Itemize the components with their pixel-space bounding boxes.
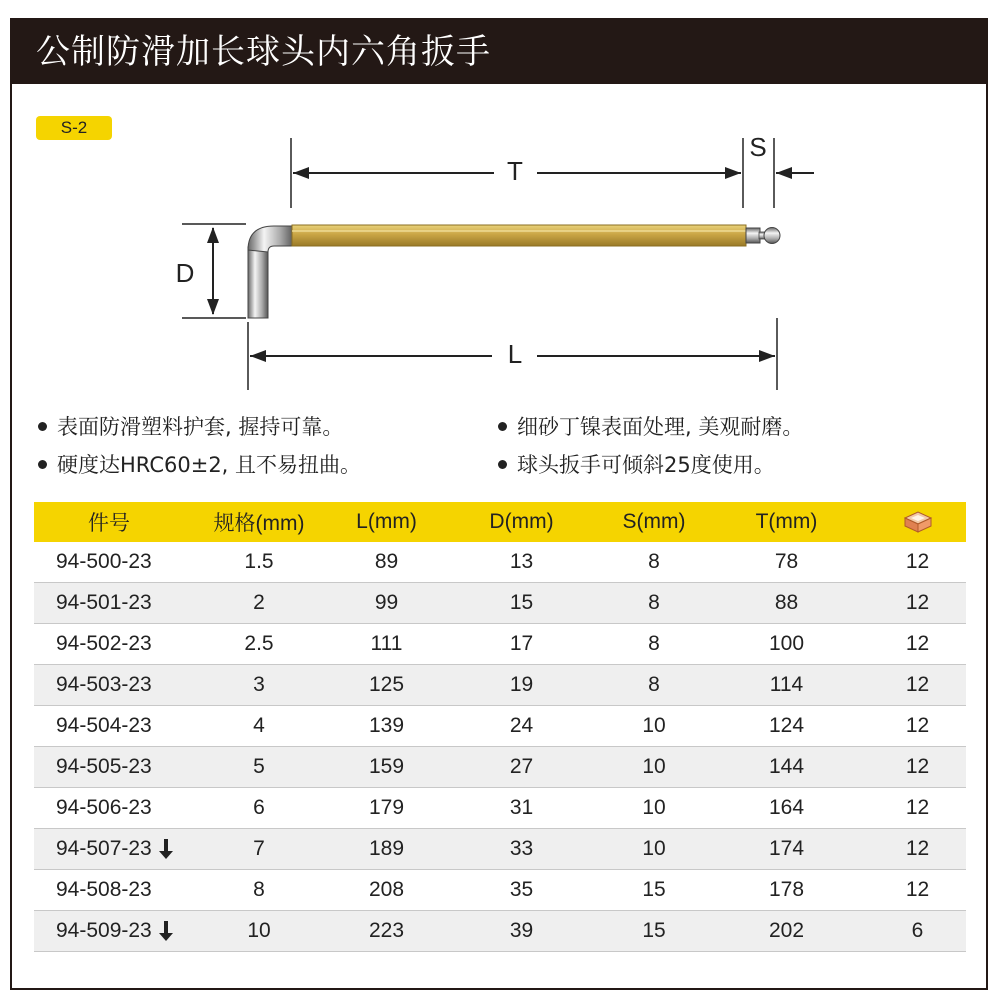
product-card: [10, 18, 988, 990]
table-row: [34, 747, 966, 788]
table-row: [34, 624, 966, 665]
s-cell: 8: [648, 632, 660, 655]
qty-cell: 12: [905, 632, 930, 655]
material-badge: S-2: [36, 116, 112, 140]
table-row: [34, 665, 966, 706]
qty-cell: 12: [905, 837, 930, 860]
part-number-cell: 94-505-23: [56, 755, 152, 778]
header-l: L(mm): [356, 510, 417, 533]
table-row: [34, 542, 966, 583]
s-cell: 8: [648, 591, 660, 614]
table-row: [34, 829, 966, 870]
spec-table: [34, 502, 966, 952]
t-cell: 164: [768, 796, 805, 819]
header-t: T(mm): [755, 510, 818, 533]
title-bar: [12, 20, 986, 84]
s-cell: 15: [642, 878, 666, 901]
d-cell: 35: [509, 878, 534, 901]
s-cell: 10: [642, 796, 666, 819]
table-row: [34, 706, 966, 747]
t-cell: 100: [768, 632, 805, 655]
t-cell: 144: [768, 755, 805, 778]
t-cell: 124: [768, 714, 805, 737]
qty-cell: 12: [905, 878, 930, 901]
dimension-t-label: T: [507, 156, 523, 186]
spec-cell: 8: [253, 878, 265, 901]
part-number-cell: 94-506-23: [56, 796, 152, 819]
l-cell: 208: [368, 878, 405, 901]
feature-list: [32, 410, 972, 490]
d-cell: 13: [509, 550, 534, 573]
arrow-down-icon: [158, 838, 174, 860]
bullet-icon: [38, 460, 47, 469]
d-cell: 15: [509, 591, 534, 614]
l-cell: 111: [370, 632, 403, 655]
part-number-cell: 94-501-23: [56, 591, 152, 614]
d-cell: 33: [509, 837, 534, 860]
feature-item: 球头扳手可倾斜25度使用。: [498, 450, 775, 480]
dimension-s-label: S: [749, 132, 767, 162]
part-number-cell: 94-504-23: [56, 714, 152, 737]
qty-cell: 12: [905, 714, 930, 737]
l-cell: 89: [374, 550, 399, 573]
d-cell: 17: [509, 632, 534, 655]
d-cell: 27: [509, 755, 534, 778]
d-cell: 39: [509, 919, 534, 942]
table-row: [34, 911, 966, 952]
table-row: [34, 870, 966, 911]
dimension-l-label: L: [507, 339, 523, 369]
bullet-icon: [498, 460, 507, 469]
qty-cell: 12: [905, 796, 930, 819]
part-number-cell: 94-509-23: [34, 919, 184, 943]
spec-cell: 6: [253, 796, 265, 819]
part-number-cell: 94-508-23: [56, 878, 152, 901]
feature-item: 细砂丁镍表面处理, 美观耐磨。: [498, 412, 803, 442]
box-icon: [903, 511, 933, 533]
s-cell: 8: [648, 550, 660, 573]
t-cell: 178: [768, 878, 805, 901]
table-row: [34, 788, 966, 829]
qty-cell: 6: [911, 919, 924, 942]
s-cell: 15: [642, 919, 666, 942]
l-cell: 223: [368, 919, 405, 942]
l-cell: 179: [368, 796, 405, 819]
qty-cell: 12: [905, 755, 930, 778]
part-number-cell: 94-500-23: [56, 550, 152, 573]
l-cell: 159: [368, 755, 405, 778]
l-cell: 189: [368, 837, 405, 860]
l-cell: 125: [368, 673, 405, 696]
t-cell: 88: [774, 591, 799, 614]
header-d: D(mm): [489, 510, 554, 533]
part-number-cell: 94-507-23: [34, 837, 184, 861]
t-cell: 78: [774, 550, 799, 573]
spec-cell: 5: [253, 755, 265, 778]
d-cell: 31: [509, 796, 534, 819]
bullet-icon: [498, 422, 507, 431]
feature-item: 硬度达HRC60±2, 且不易扭曲。: [38, 450, 361, 480]
l-cell: 139: [368, 714, 405, 737]
feature-item: 表面防滑塑料护套, 握持可靠。: [38, 412, 343, 442]
bullet-icon: [38, 422, 47, 431]
t-cell: 114: [769, 673, 804, 696]
page-title: 公制防滑加长球头内六角扳手: [36, 32, 491, 72]
qty-cell: 12: [905, 550, 930, 573]
header-s: S(mm): [622, 510, 686, 533]
qty-cell: 12: [905, 673, 930, 696]
header-qty: [869, 510, 966, 534]
s-cell: 10: [642, 755, 666, 778]
qty-cell: 12: [905, 591, 930, 614]
t-cell: 202: [768, 919, 805, 942]
s-cell: 10: [642, 837, 666, 860]
spec-cell: 10: [247, 919, 271, 942]
table-row: [34, 583, 966, 624]
header-part-no: 件号: [88, 512, 130, 535]
spec-cell: 4: [253, 714, 265, 737]
header-spec: 规格(mm): [213, 512, 305, 535]
s-cell: 10: [642, 714, 666, 737]
part-number-cell: 94-503-23: [56, 673, 152, 696]
d-cell: 24: [509, 714, 534, 737]
d-cell: 19: [509, 673, 534, 696]
table-body: [34, 542, 966, 952]
spec-cell: 1.5: [244, 550, 274, 573]
l-cell: 99: [374, 591, 399, 614]
part-number-cell: 94-502-23: [56, 632, 152, 655]
spec-cell: 2: [253, 591, 265, 614]
spec-cell: 2.5: [244, 632, 274, 655]
table-header: [34, 502, 966, 542]
s-cell: 8: [648, 673, 660, 696]
spec-cell: 7: [253, 837, 265, 860]
arrow-down-icon: [158, 920, 174, 942]
spec-cell: 3: [253, 673, 265, 696]
wrench-diagram: [12, 100, 986, 390]
t-cell: 174: [768, 837, 805, 860]
dimension-d-label: D: [175, 258, 195, 288]
